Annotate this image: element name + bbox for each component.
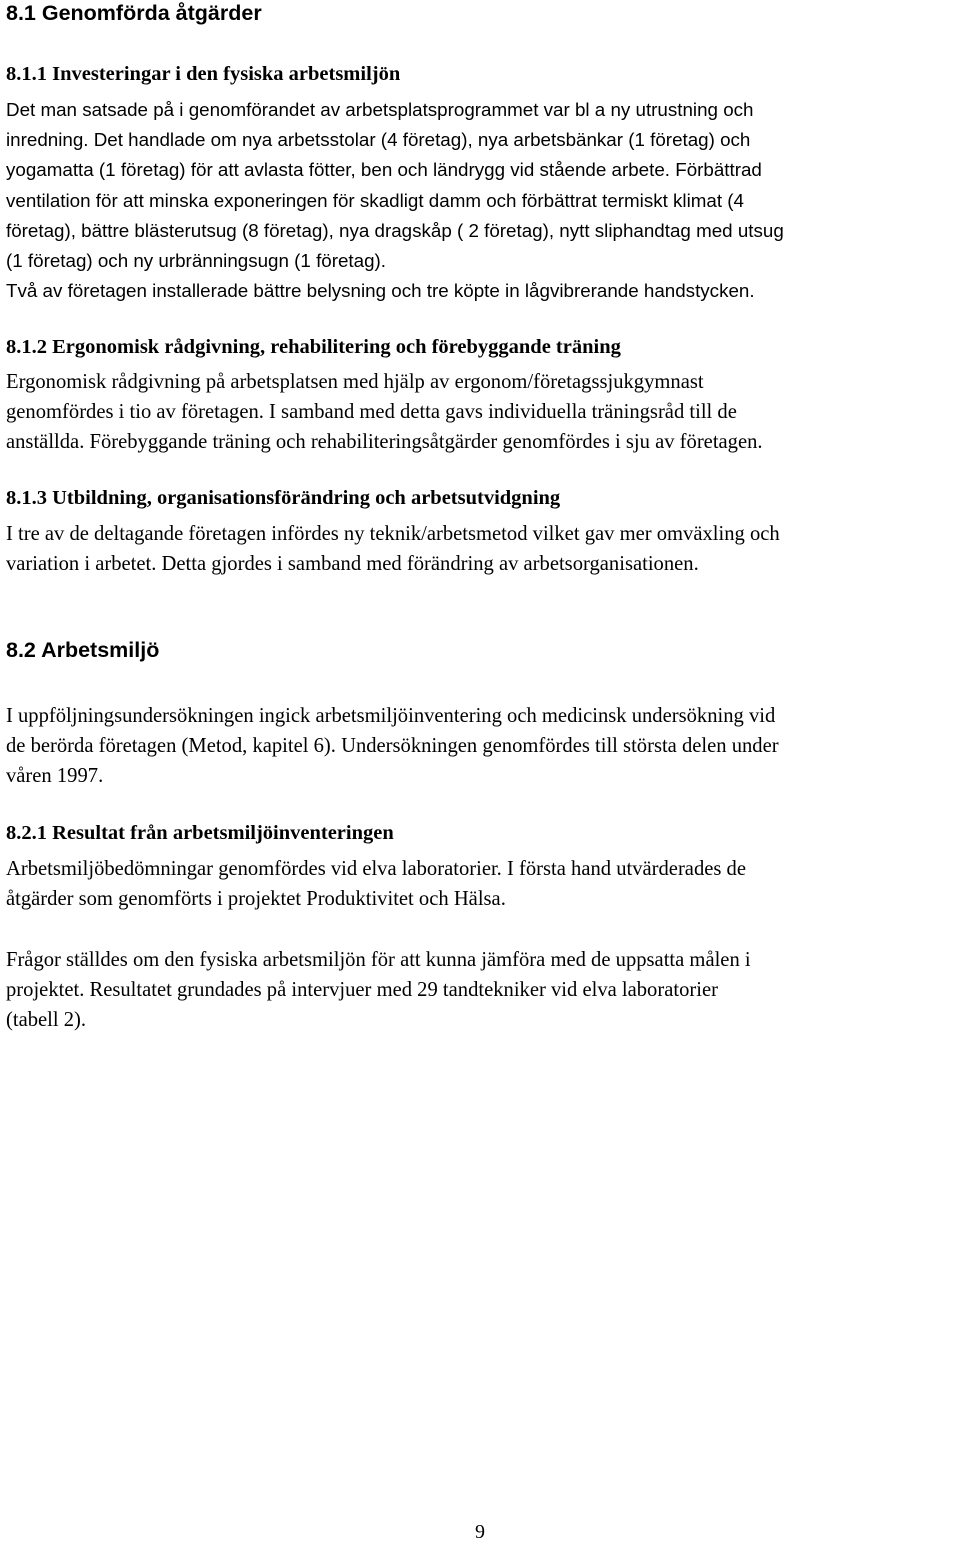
paragraph-arbetsmiljo (6, 701, 960, 792)
text-line: (tabell 2). (6, 1009, 87, 1032)
text-line: genomfördes i tio av företagen. I samband med detta gavs individuella träningsråd till de (6, 401, 737, 424)
text-line: Det man satsade på i genomförandet av arbetsplatsprogrammet var bl a ny utrustning och (6, 99, 754, 120)
paragraph-utbildning (6, 519, 960, 579)
section-heading-8-1: 8.1 Genomförda åtgärder (6, 1, 262, 25)
page-number: 9 (475, 1521, 485, 1543)
text-line: yogamatta (1 företag) för att avlasta fötter, ben och ländrygg vid stående arbete. Förbättrad (6, 159, 762, 181)
paragraph-resultat-2 (6, 945, 960, 1036)
text-line: våren 1997. (6, 765, 104, 788)
text-line: I tre av de deltagande företagen infördes ny teknik/arbetsmetod vilket gav mer omväxling och (6, 523, 780, 545)
text-line: (1 företag) och ny urbränningsugn (1 företag). (6, 250, 387, 272)
text-line: ventilation för att minska exponeringen för skadligt damm och förbättrat termiskt klimat (4 (6, 189, 744, 211)
text-line: företag), bättre blästerutsug (8 företag), nya dragskåp ( 2 företag), nytt sliphandtag med utsug (6, 219, 784, 241)
paragraph-investeringar (6, 95, 960, 306)
paragraph-resultat-1 (6, 854, 960, 914)
text-line: anställda. Förebyggande träning och rehabiliteringsåtgärder genomfördes i sju av företagen. (6, 431, 763, 454)
paragraph-ergonomisk-radgivning (6, 367, 960, 458)
section-heading-8-2: 8.2 Arbetsmiljö (6, 638, 160, 662)
text-line: åtgärder som genomförts i projektet Produktivitet och Hälsa. (6, 888, 506, 911)
subsection-heading-8-1-1: 8.1.1 Investeringar i den fysiska arbetsmiljön (6, 63, 401, 85)
subsection-heading-8-1-2: 8.1.2 Ergonomisk rådgivning, rehabilitering och förebyggande träning (6, 336, 621, 358)
text-line: projektet. Resultatet grundades på intervjuer med 29 tandtekniker vid elva laboratorier (6, 979, 718, 1002)
text-line: Ergonomisk rådgivning på arbetsplatsen med hjälp av ergonom/företagssjukgymnast (6, 371, 704, 393)
subsection-heading-8-2-1: 8.2.1 Resultat från arbetsmiljöinventeringen (6, 822, 394, 844)
text-line: variation i arbetet. Detta gjordes i samband med förändring av arbetsorganisationen. (6, 553, 699, 576)
text-line: Två av företagen installerade bättre belysning och tre köpte in lågvibrerande handstycken. (6, 280, 755, 302)
text-line: Arbetsmiljöbedömningar genomfördes vid elva laboratorier. I första hand utvärderades de (6, 858, 746, 880)
text-line: de berörda företagen (Metod, kapitel 6). Undersökningen genomfördes till största delen under (6, 735, 779, 758)
text-line: inredning. Det handlade om nya arbetsstolar (4 företag), nya arbetsbänkar (1 företag) och (6, 129, 751, 151)
text-line: I uppföljningsundersökningen ingick arbetsmiljöinventering och medicinsk undersökning vid (6, 705, 776, 727)
text-line: Frågor ställdes om den fysiska arbetsmiljön för att kunna jämföra med de uppsatta målen i (6, 949, 751, 971)
subsection-heading-8-1-3: 8.1.3 Utbildning, organisationsförändring och arbetsutvidgning (6, 487, 561, 509)
